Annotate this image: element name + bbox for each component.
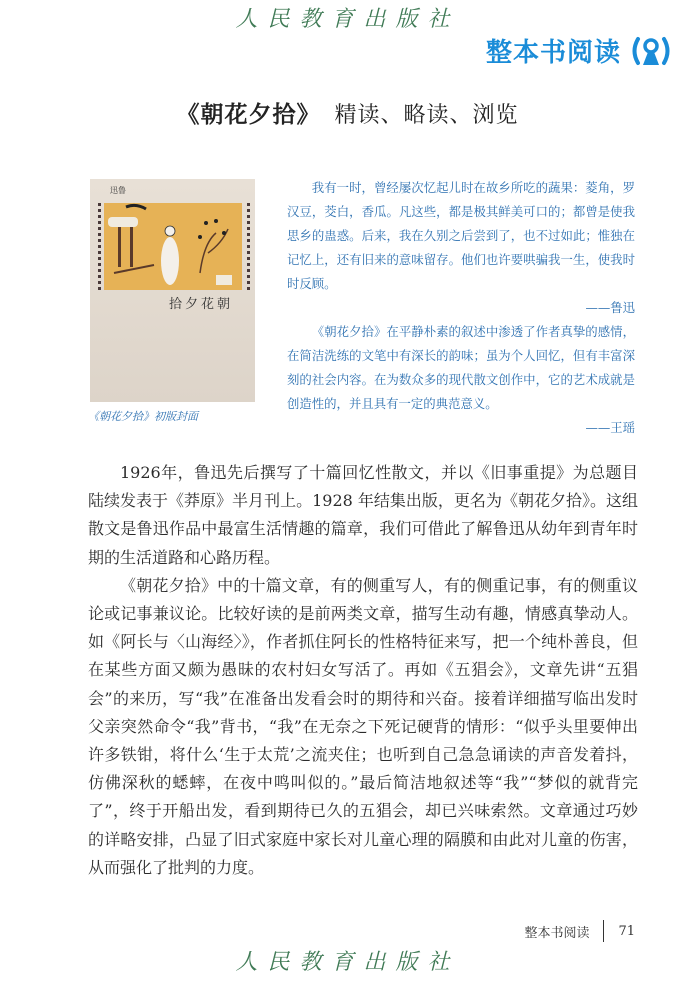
cover-border-right: [247, 203, 250, 290]
body-paragraph: 1926年，鲁迅先后撰写了十篇回忆性散文，并以《旧事重提》为总题目陆续发表于《莽原》半月刊上。1928 年结集出版，更名为《朝花夕拾》。这组散文是鲁迅作品中最富生活情趣的篇章，我们可借此了解鲁迅从幼年到青年时期的生活道路和心路历程。: [88, 463, 638, 567]
page-subtitle: 精读、略读、浏览: [334, 103, 519, 128]
page-number: 71: [618, 923, 635, 939]
book-title: 《朝花夕拾》: [176, 101, 321, 128]
page-footer: [524, 920, 635, 942]
book-cover-image: [90, 179, 255, 402]
section-title: 整本书阅读: [485, 38, 621, 68]
cover-title-text: 拾夕花朝: [168, 297, 233, 312]
quote-text: 《朝花夕拾》在平静朴素的叙述中渗透了作者真挚的感情，在简洁洗练的文笔中有深长的韵味；虽为个人回忆，但有丰富深刻的社会内容。在为数众多的现代散文创作中，它的艺术成就是创造性的，并且具有一定的典范意义。: [287, 324, 635, 411]
section-header: [486, 32, 673, 69]
body-paragraph: 《朝花夕拾》中的十篇文章，有的侧重写人，有的侧重记事，有的侧重议论或记事兼议论。比较好读的是前两类文章，描写生动有趣，情感真挚动人。如《阿长与〈山海经〉》，作者抓住阿长的性格特征来写，把一个纯朴善良，但在某些方面又颇为愚昧的农村妇女写活了。再如《五猖会》，文章先讲“五猖会”的来历，写“我”在准备出发看会时的期待和兴奋。接着详细描写临出发时父亲突然命令“我”背书，“我”在无奈之下死记硬背的情形：“似乎头里要伸出许多铁钳，将什么‘生于太荒’之流夹住；也听到自己急急诵读的声音发着抖，仿佛深秋的蟋蟀，在夜中鸣叫似的。”最后简洁地叙述等“我”“梦似的就背完了”，终于开船出发，看到期待已久的五猖会，却已兴味索然。文章通过巧妙的详略安排，凸显了旧式家庭中家长对儿童心理的隔膜和由此对儿童的伤害，从而强化了批判的力度。: [88, 575, 638, 877]
cover-author-mark: 迅鲁: [110, 186, 126, 195]
quote-text: 我有一时，曾经屡次忆起儿时在故乡所吃的蔬果：菱角，罗汉豆，茭白，香瓜。凡这些，都是极其鲜美可口的；都曾是使我思乡的蛊惑。后来，我在久别之后尝到了，也不过如此；惟独在记忆上，还有旧来的意味留存。他们也许要哄骗我一生，使我时时反顾。: [287, 180, 635, 291]
cover-illustration: [104, 203, 242, 290]
reading-badge-icon: [629, 34, 673, 68]
body-text: [88, 459, 638, 882]
quote-block: [287, 176, 635, 440]
figure-caption: 《朝花夕拾》初版封面: [88, 410, 198, 423]
quote-attribution: ——王瑶: [585, 420, 635, 435]
publisher-logo-bottom: 人民教育出版社: [235, 950, 460, 975]
quote-attribution: ——鲁迅: [585, 300, 635, 315]
page-title: [0, 96, 695, 129]
footer-divider: [603, 920, 604, 942]
publisher-logo-top: 人民教育出版社: [235, 7, 460, 32]
cover-border-left: [98, 203, 101, 290]
footer-section-label: 整本书阅读: [524, 925, 590, 941]
